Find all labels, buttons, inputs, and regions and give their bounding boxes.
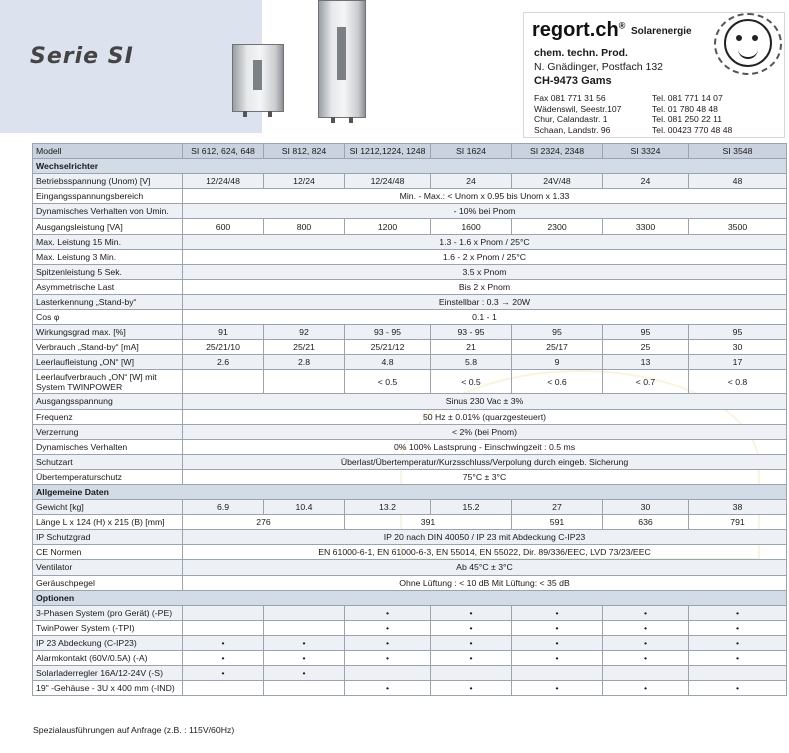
cell <box>603 666 689 681</box>
row-label: TwinPower System (-TPI) <box>33 620 183 635</box>
cell: < 0.8 <box>689 370 787 394</box>
merged-cell: 50 Hz ± 0.01% (quarzgesteuert) <box>183 409 787 424</box>
cell: < 0.7 <box>603 370 689 394</box>
contact-grid <box>534 93 784 135</box>
cell: 9 <box>512 355 603 370</box>
table-row <box>33 439 787 454</box>
table-row <box>33 294 787 309</box>
cell: 25/21/12 <box>345 340 431 355</box>
merged-cell: Min. - Max.: < Unom x 0.95 bis Unom x 1.33 <box>183 189 787 204</box>
cell: • <box>689 651 787 666</box>
cell: 17 <box>689 355 787 370</box>
cell <box>264 605 345 620</box>
cell: • <box>689 605 787 620</box>
row-label: Asymmetrische Last <box>33 279 183 294</box>
row-label: Dynamisches Verhalten <box>33 439 183 454</box>
merged-cell: Überlast/Übertemperatur/Kurzsschluss/Verpolung durch eingeb. Sicherung <box>183 454 787 469</box>
row-label: Geräuschpegel <box>33 575 183 590</box>
cell: 600 <box>183 219 264 234</box>
cell: 48 <box>689 174 787 189</box>
table-row <box>33 355 787 370</box>
cell <box>183 370 264 394</box>
contact-row: Fax 081 771 31 56 Tel. 081 771 14 07 <box>534 93 723 103</box>
cell: • <box>431 635 512 650</box>
company-line-1: chem. techn. Prod. <box>534 47 628 59</box>
table-row <box>33 560 787 575</box>
cell: < 0.5 <box>345 370 431 394</box>
merged-cell: EN 61000-6-1, EN 61000-6-3, EN 55014, EN 55022, Dir. 89/336/EEC, LVD 73/23/EEC <box>183 545 787 560</box>
row-label: Länge L x 124 (H) x 215 (B) [mm] <box>33 515 183 530</box>
merged-cell: 75°C ± 3°C <box>183 469 787 484</box>
row-label: Lasterkennung „Stand-by“ <box>33 294 183 309</box>
spec-table <box>32 143 787 696</box>
series-title: Serie SI <box>30 44 134 69</box>
cell: 13 <box>603 355 689 370</box>
cell: 25/17 <box>512 340 603 355</box>
cell: 38 <box>689 500 787 515</box>
cell: • <box>431 651 512 666</box>
cell: 25/21 <box>264 340 345 355</box>
table-row <box>33 681 787 696</box>
cell: 1200 <box>345 219 431 234</box>
cell: • <box>512 681 603 696</box>
row-label: Ventilator <box>33 560 183 575</box>
cell: • <box>183 651 264 666</box>
table-row <box>33 635 787 650</box>
table-row <box>33 620 787 635</box>
cell: 21 <box>431 340 512 355</box>
row-label: Max. Leistung 15 Min. <box>33 234 183 249</box>
cell: 12/24 <box>264 174 345 189</box>
cell: 4.8 <box>345 355 431 370</box>
merged-cell: Sinus 230 Vac ± 3% <box>183 394 787 409</box>
merged-cell: 0.1 - 1 <box>183 310 787 325</box>
cell: 24 <box>603 174 689 189</box>
section-row: Wechselrichter <box>33 159 787 174</box>
table-row <box>33 204 787 219</box>
row-label: Ausgangsspannung <box>33 394 183 409</box>
cell <box>264 681 345 696</box>
cell: 12/24/48 <box>345 174 431 189</box>
row-label: Dynamisches Verhalten von Umin. <box>33 204 183 219</box>
cell: 95 <box>689 325 787 340</box>
cell: 1600 <box>431 219 512 234</box>
row-label: Alarmkontakt (60V/0.5A) (-A) <box>33 651 183 666</box>
cell: 2.6 <box>183 355 264 370</box>
cell: • <box>603 605 689 620</box>
cell: 3300 <box>603 219 689 234</box>
merged-cell: - 10% bei Pnom <box>183 204 787 219</box>
table-row <box>33 279 787 294</box>
table-row <box>33 310 787 325</box>
table-row <box>33 545 787 560</box>
cell: • <box>512 620 603 635</box>
table-row <box>33 666 787 681</box>
cell: 30 <box>689 340 787 355</box>
cell: 15.2 <box>431 500 512 515</box>
cell: • <box>345 635 431 650</box>
row-label: Verbrauch „Stand-by“ [mA] <box>33 340 183 355</box>
cell: 13.2 <box>345 500 431 515</box>
cell: • <box>183 666 264 681</box>
cell: 2300 <box>512 219 603 234</box>
cell: • <box>689 620 787 635</box>
contact-row: Schaan, Landstr. 96 Tel. 00423 770 48 48 <box>534 124 733 135</box>
cell: 93 - 95 <box>431 325 512 340</box>
contact-row: Wädenswil, Seestr.107 Tel. 01 780 48 48 <box>534 103 718 114</box>
cell: • <box>689 681 787 696</box>
row-label: Frequenz <box>33 409 183 424</box>
cell: • <box>345 605 431 620</box>
cell: 92 <box>264 325 345 340</box>
column-header: SI 3324 <box>603 144 689 159</box>
table-row <box>33 234 787 249</box>
table-row <box>33 651 787 666</box>
row-label: Max. Leistung 3 Min. <box>33 249 183 264</box>
cell: 93 - 95 <box>345 325 431 340</box>
company-line-2: N. Gnädinger, Postfach 132 <box>534 61 663 73</box>
cell: • <box>431 620 512 635</box>
row-label: Leerlaufverbrauch „ON“ [W] mit System TWINPOWER <box>33 370 183 394</box>
table-row <box>33 249 787 264</box>
merged-cell: 1.3 - 1.6 x Pnom / 25°C <box>183 234 787 249</box>
table-row <box>33 409 787 424</box>
cell: • <box>345 620 431 635</box>
cell: • <box>431 681 512 696</box>
cell: 30 <box>603 500 689 515</box>
column-header: SI 612, 624, 648 <box>183 144 264 159</box>
cell: • <box>603 635 689 650</box>
row-label: IP Schutzgrad <box>33 530 183 545</box>
table-row <box>33 174 787 189</box>
cell: • <box>512 635 603 650</box>
merged-cell: < 2% (bei Pnom) <box>183 424 787 439</box>
cell: 95 <box>603 325 689 340</box>
cell: • <box>345 681 431 696</box>
cell: 6.9 <box>183 500 264 515</box>
cell: < 0.6 <box>512 370 603 394</box>
cell: • <box>603 620 689 635</box>
inverter-large-image <box>318 0 366 118</box>
merged-cell: IP 20 nach DIN 40050 / IP 23 mit Abdeckung C-IP23 <box>183 530 787 545</box>
row-label: Schutzart <box>33 454 183 469</box>
table-row <box>33 575 787 590</box>
brand-subtitle: Solarenergie <box>631 26 692 37</box>
cell <box>264 370 345 394</box>
table-row <box>33 469 787 484</box>
cell: • <box>431 605 512 620</box>
cell <box>183 605 264 620</box>
cell: < 0.5 <box>431 370 512 394</box>
cell <box>183 620 264 635</box>
row-label: Ausgangsleistung [VA] <box>33 219 183 234</box>
company-box <box>523 12 785 138</box>
cell: • <box>603 651 689 666</box>
cell: • <box>345 651 431 666</box>
cell <box>345 666 431 681</box>
table-row <box>33 325 787 340</box>
column-header: SI 3548 <box>689 144 787 159</box>
table-row <box>33 500 787 515</box>
cell: 12/24/48 <box>183 174 264 189</box>
row-label: Eingangsspannungsbereich <box>33 189 183 204</box>
table-row <box>33 454 787 469</box>
cell: 24V/48 <box>512 174 603 189</box>
cell: • <box>603 681 689 696</box>
merged-cell: Ab 45°C ± 3°C <box>183 560 787 575</box>
cell: • <box>512 605 603 620</box>
cell: 10.4 <box>264 500 345 515</box>
column-header: SI 2324, 2348 <box>512 144 603 159</box>
table-row <box>33 394 787 409</box>
section-row: Optionen <box>33 590 787 605</box>
row-label: Betriebsspannung (Unom) [V] <box>33 174 183 189</box>
column-header: Modell <box>33 144 183 159</box>
cell <box>512 666 603 681</box>
cell: 95 <box>512 325 603 340</box>
column-header: SI 1624 <box>431 144 512 159</box>
row-label: Solarladerregler 16A/12-24V (-S) <box>33 666 183 681</box>
brand-name: regort.ch® <box>532 19 626 41</box>
row-label: 19" -Gehäuse - 3U x 400 mm (-IND) <box>33 681 183 696</box>
row-label: 3-Phasen System (pro Gerät) (-PE) <box>33 605 183 620</box>
cell: • <box>264 635 345 650</box>
merged-cell: Bis 2 x Pnom <box>183 279 787 294</box>
cell: 91 <box>183 325 264 340</box>
table-row <box>33 530 787 545</box>
table-row <box>33 219 787 234</box>
table-header-row <box>33 144 787 159</box>
row-label: CE Normen <box>33 545 183 560</box>
cell: 800 <box>264 219 345 234</box>
cell <box>689 666 787 681</box>
cell: 24 <box>431 174 512 189</box>
cell: • <box>183 635 264 650</box>
company-line-3: CH-9473 Gams <box>534 75 612 87</box>
cell: 25/21/10 <box>183 340 264 355</box>
merged-cell: Ohne Lüftung : < 10 dB Mit Lüftung: < 35 dB <box>183 575 787 590</box>
smiling-sun-icon <box>724 19 772 67</box>
column-header: SI 1212,1224, 1248 <box>345 144 431 159</box>
table-row <box>33 264 787 279</box>
cell: 27 <box>512 500 603 515</box>
cell: 25 <box>603 340 689 355</box>
cell <box>183 681 264 696</box>
cell: 3500 <box>689 219 787 234</box>
row-label: Übertemperaturschutz <box>33 469 183 484</box>
inverter-small-image <box>232 44 284 112</box>
row-label: Verzerrung <box>33 424 183 439</box>
merged-cell: 0% 100% Lastsprung - Einschwingzeit : 0.5 ms <box>183 439 787 454</box>
table-row <box>33 424 787 439</box>
cell: 391 <box>345 515 512 530</box>
merged-cell: Einstellbar : 0.3 → 20W <box>183 294 787 309</box>
row-label: IP 23 Abdeckung (C-IP23) <box>33 635 183 650</box>
merged-cell: 1.6 - 2 x Pnom / 25°C <box>183 249 787 264</box>
cell: • <box>264 666 345 681</box>
section-row: Allgemeine Daten <box>33 484 787 499</box>
contact-row: Chur, Calandastr. 1 Tel. 081 250 22 11 <box>534 114 723 124</box>
cell <box>264 620 345 635</box>
table-row <box>33 340 787 355</box>
row-label: Leerlaufleistung „ON“ [W] <box>33 355 183 370</box>
cell <box>431 666 512 681</box>
column-header: SI 812, 824 <box>264 144 345 159</box>
row-label: Spitzenleistung 5 Sek. <box>33 264 183 279</box>
table-row <box>33 605 787 620</box>
cell: 2.8 <box>264 355 345 370</box>
merged-cell: 3.5 x Pnom <box>183 264 787 279</box>
table-row <box>33 515 787 530</box>
cell: 636 <box>603 515 689 530</box>
row-label: Wirkungsgrad max. [%] <box>33 325 183 340</box>
cell: 276 <box>183 515 345 530</box>
row-label: Gewicht [kg] <box>33 500 183 515</box>
cell: • <box>264 651 345 666</box>
cell: • <box>512 651 603 666</box>
cell: 5.8 <box>431 355 512 370</box>
table-row <box>33 370 787 394</box>
cell: 791 <box>689 515 787 530</box>
cell: • <box>689 635 787 650</box>
row-label: Cos φ <box>33 310 183 325</box>
footnote: Spezialausführungen auf Anfrage (z.B. : 115V/60Hz) <box>33 725 235 735</box>
cell: 591 <box>512 515 603 530</box>
table-row <box>33 189 787 204</box>
